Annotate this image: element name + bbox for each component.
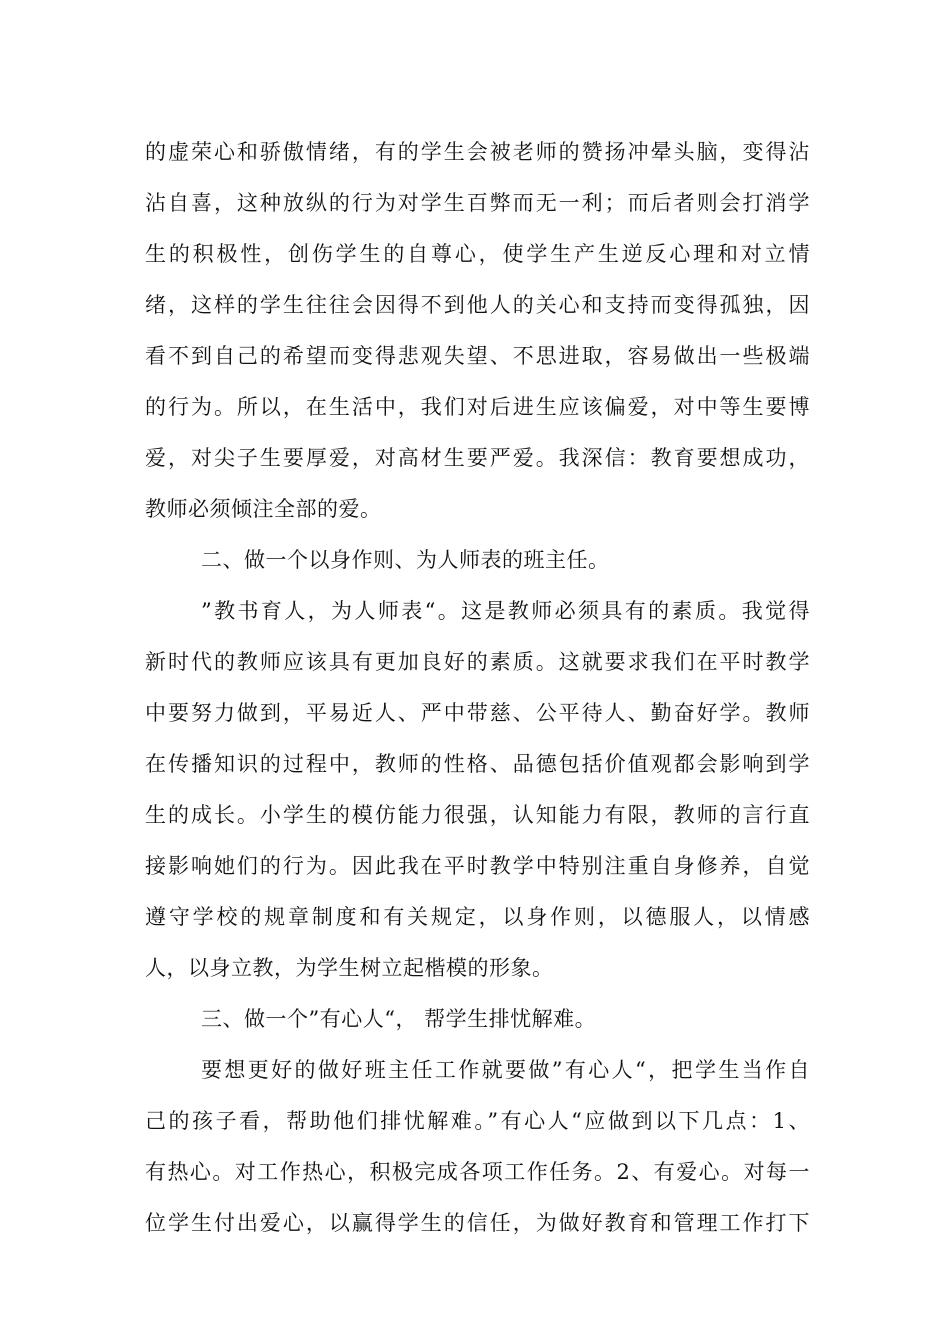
text-line: 沾自喜，这种放纵的行为对学生百弊而无一利；而后者则会打消学 <box>145 191 810 215</box>
text-line: 有热心。对工作热心，积极完成各项工作任务。2、有爱心。对每一 <box>145 1160 810 1184</box>
text-line: 人，以身立教，为学生树立起楷模的形象。 <box>145 956 554 980</box>
text-line: 位学生付出爱心，以赢得学生的信任，为做好教育和管理工作打下 <box>145 1211 810 1235</box>
text-line: 的虚荣心和骄傲情绪，有的学生会被老师的赞扬冲晕头脑，变得沾 <box>145 140 810 164</box>
text-line: 在传播知识的过程中，教师的性格、品德包括价值观都会影响到学 <box>145 752 810 776</box>
text-line: 三、做一个”有心人“， 帮学生排忧解难。 <box>201 1007 597 1031</box>
text-line: 新时代的教师应该具有更加良好的素质。这就要求我们在平时教学 <box>145 650 810 674</box>
text-line: 二、做一个以身作则、为人师表的班主任。 <box>201 548 610 572</box>
text-line: 要想更好的做好班主任工作就要做”有心人“，把学生当作自 <box>201 1058 810 1082</box>
text-line: 教师必须倾注全部的爱。 <box>145 497 382 521</box>
text-line: ”教书育人，为人师表“。这是教师必须具有的素质。我觉得 <box>201 599 810 623</box>
text-line: 的行为。所以，在生活中，我们对后进生应该偏爱，对中等生要博 <box>145 395 810 419</box>
text-line: 绪，这样的学生往往会因得不到他人的关心和支持而变得孤独，因 <box>145 293 810 317</box>
text-line: 接影响她们的行为。因此我在平时教学中特别注重自身修养，自觉 <box>145 854 810 878</box>
text-line: 遵守学校的规章制度和有关规定，以身作则，以德服人，以情感 <box>145 905 810 929</box>
text-line: 中要努力做到，平易近人、严中带慈、公平待人、勤奋好学。教师 <box>145 701 810 725</box>
document-body <box>145 127 810 1249</box>
text-line: 生的成长。小学生的模仿能力很强，认知能力有限，教师的言行直 <box>145 803 810 827</box>
text-line: 己的孩子看，帮助他们排忧解难。”有心人“应做到以下几点：1、 <box>145 1109 810 1133</box>
text-line: 看不到自己的希望而变得悲观失望、不思进取，容易做出一些极端 <box>145 344 810 368</box>
text-line: 爱，对尖子生要厚爱，对高材生要严爱。我深信：教育要想成功， <box>145 446 810 470</box>
text-line: 生的积极性，创伤学生的自尊心，使学生产生逆反心理和对立情 <box>145 242 810 266</box>
